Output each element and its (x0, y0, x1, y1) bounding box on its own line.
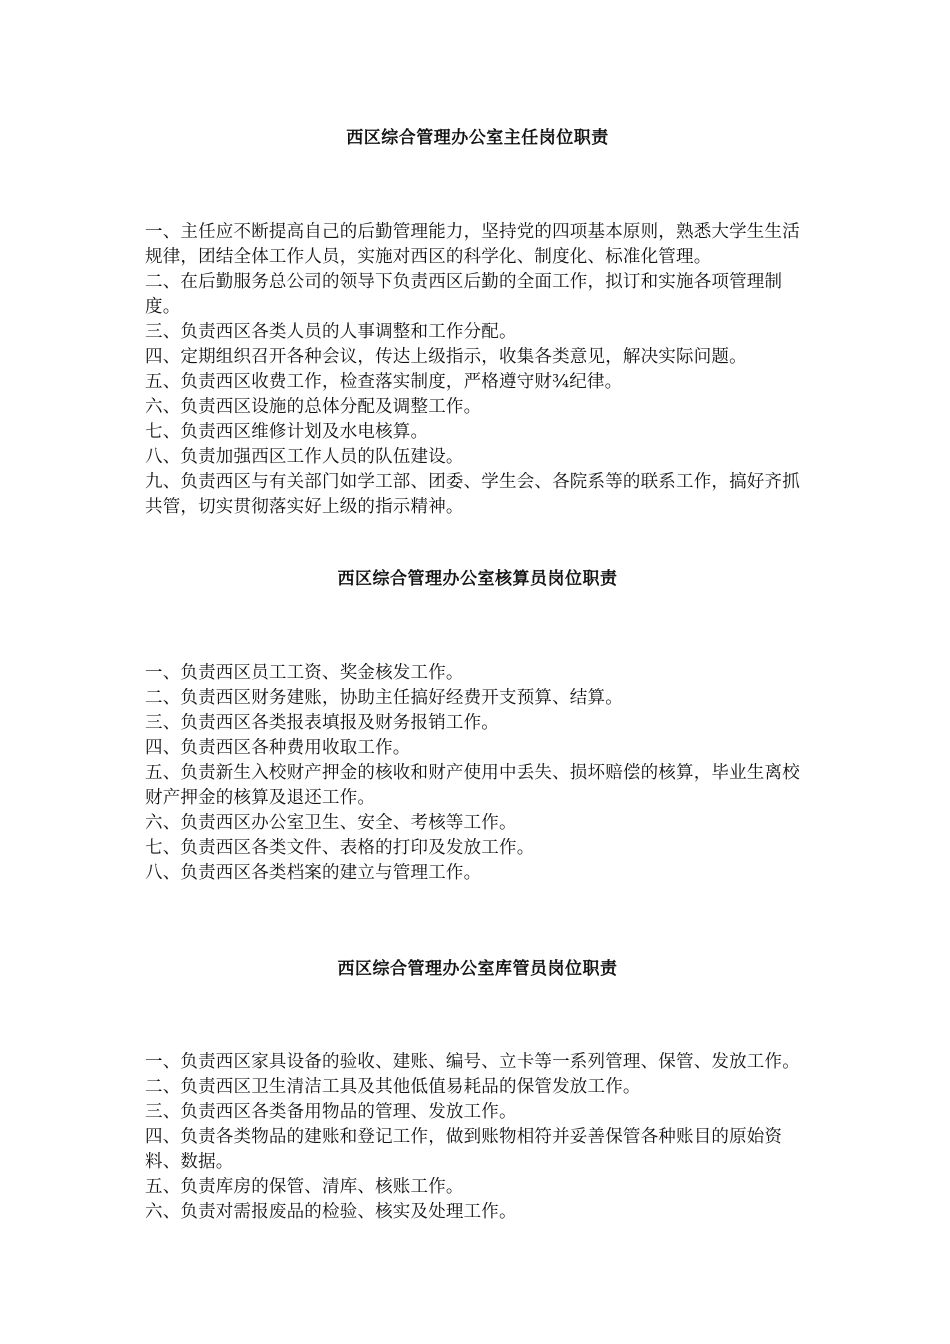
duty-item: 八、负责西区各类档案的建立与管理工作。 (145, 863, 482, 883)
duty-item: 四、负责西区各种费用收取工作。 (145, 738, 411, 758)
section-title: 西区综合管理办公室主任岗位职责 (346, 128, 609, 148)
duty-list (145, 661, 810, 886)
section-title: 西区综合管理办公室核算员岗位职责 (337, 569, 618, 589)
duty-item: 四、定期组织召开各种会议，传达上级指示，收集各类意见，解决实际问题。 (145, 347, 747, 367)
duty-item: 五、负责库房的保管、清库、核账工作。 (145, 1177, 464, 1197)
duty-item: 二、负责西区卫生清洁工具及其他低值易耗品的保管发放工作。 (145, 1077, 641, 1097)
duty-item: 三、负责西区各类备用物品的管理、发放工作。 (145, 1102, 517, 1122)
duty-list (145, 1050, 810, 1225)
duty-item: 二、在后勤服务总公司的领导下负责西区后勤的全面工作，拟订和实施各项管理制度。 (145, 272, 783, 317)
duty-list (145, 220, 810, 520)
duty-item: 九、负责西区与有关部门如学工部、团委、学生会、各院系等的联系工作，搞好齐抓共管，切实贯彻落实好上级的指示精神。 (145, 472, 800, 517)
duty-item: 四、负责各类物品的建账和登记工作，做到账物相符并妥善保管各种账目的原始资料、数据。 (145, 1127, 783, 1172)
section-warehouse-keeper-duties (145, 957, 810, 1225)
section-accountant-duties (145, 567, 810, 886)
duty-item: 二、负责西区财务建账，协助主任搞好经费开支预算、结算。 (145, 688, 623, 708)
duty-item: 六、负责西区办公室卫生、安全、考核等工作。 (145, 813, 517, 833)
duty-item: 六、负责对需报废品的检验、核实及处理工作。 (145, 1202, 517, 1222)
section-director-duties (145, 126, 810, 520)
duty-item: 一、主任应不断提高自己的后勤管理能力，坚持党的四项基本原则，熟悉大学生生活规律，团结全体工作人员，实施对西区的科学化、制度化、标准化管理。 (145, 222, 800, 267)
duty-item: 六、负责西区设施的总体分配及调整工作。 (145, 397, 482, 417)
duty-item: 八、负责加强西区工作人员的队伍建设。 (145, 447, 464, 467)
duty-item: 七、负责西区各类文件、表格的打印及发放工作。 (145, 838, 535, 858)
section-title: 西区综合管理办公室库管员岗位职责 (337, 959, 618, 979)
duty-item: 五、负责新生入校财产押金的核收和财产使用中丢失、损坏赔偿的核算，毕业生离校财产押金的核算及退还工作。 (145, 763, 800, 808)
duty-item: 三、负责西区各类人员的人事调整和工作分配。 (145, 322, 517, 342)
duty-item: 三、负责西区各类报表填报及财务报销工作。 (145, 713, 499, 733)
duty-item: 七、负责西区维修计划及水电核算。 (145, 422, 429, 442)
duty-item: 一、负责西区员工工资、奖金核发工作。 (145, 663, 464, 683)
duty-item: 一、负责西区家具设备的验收、建账、编号、立卡等一系列管理、保管、发放工作。 (145, 1052, 800, 1072)
duty-item: 五、负责西区收费工作，检查落实制度，严格遵守财¾纪律。 (145, 372, 623, 392)
